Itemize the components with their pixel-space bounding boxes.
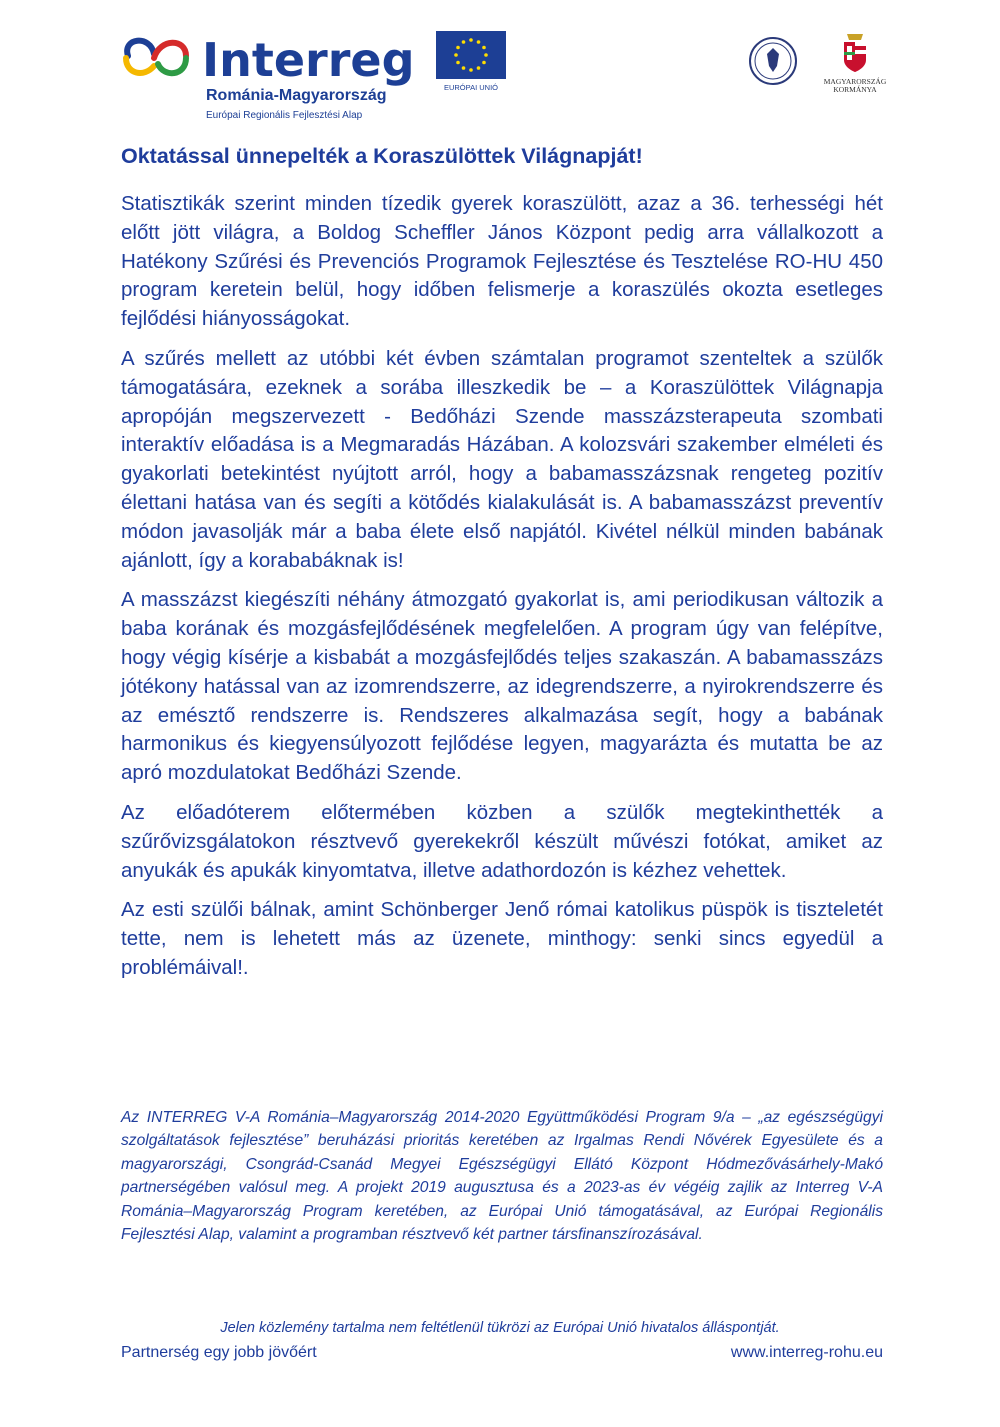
interreg-infinity-icon — [126, 41, 186, 74]
logo-fund-text: Európai Regionális Fejlesztési Alap — [206, 110, 363, 121]
logo-main-text: Interreg — [202, 33, 415, 87]
eu-star-icon — [469, 68, 473, 72]
eu-star-icon — [484, 53, 488, 57]
eu-star-icon — [482, 46, 486, 50]
interreg-logo — [120, 28, 520, 128]
article-body — [121, 190, 883, 994]
gov-hu-line-2: KORMÁNYA — [833, 85, 877, 94]
article-paragraph: A masszázst kiegészíti néhány átmozgató gyakorlat is, ami periodikusan változik a baba korának és mozgásfejlődésének megfelelően. A program úgy van felépítve, hogy végig kísérje a kisbabát a mozgásfejlődés teljes szakaszán. A babamasszázs jótékony hatással van az izomrendszerre, az idegrendszerre, a nyirokrendszerre és az emésztő rendszerre is. Rendszeres alkalmazása segít, hogy a babának harmonikus és kiegyensúlyozott fejlődése legyen, magyarázta és mutatta be az apró mozdulatokat Bedőházi Szende. — [121, 588, 883, 785]
eu-star-icon — [477, 40, 481, 44]
eu-star-icon — [469, 38, 473, 42]
eu-disclaimer: Jelen közlemény tartalma nem feltétlenül tükrözi az Európai Unió hivatalos álláspontját. — [220, 1320, 780, 1336]
gov-hu-line-1: MAGYARORSZÁG — [823, 77, 887, 86]
eu-star-icon — [462, 66, 466, 70]
logo-region-text: Románia-Magyarország — [206, 87, 387, 104]
eu-star-icon — [456, 46, 460, 50]
footer-slogan: Partnerség egy jobb jövőért — [121, 1344, 317, 1361]
footer-website-link[interactable]: www.interreg-rohu.eu — [730, 1344, 883, 1361]
article-paragraph: Az esti szülői bálnak, amint Schönberger Jenő római katolikus püspök is tiszteletét tette, nem is lehetett más az üzenete, minthogy: senki sincs egyedül a problémáival!. — [121, 898, 883, 979]
eu-star-icon — [482, 61, 486, 65]
article-title: Oktatással ünnepelték a Koraszülöttek Világnapját! — [121, 144, 643, 168]
eu-star-icon — [477, 66, 481, 70]
funding-note: Az INTERREG V-A Románia–Magyarország 2014-2020 Együttműködési Program 9/a – „az egészségügyi szolgáltatások fejlesztése” beruházási prioritás keretében az Irgalmas Rendi Nővérek Egyesülete és a magyarországi, Csongrád-Csanád Megyei Egészségügyi Ellátó Központ Hódmezővásárhely-Makó partnerségében valósul meg. A projekt 2019 augusztusa és a 2023-as év végéig zajlik az Interreg V-A Románia–Magyarország Program keretében, az Európai Unió támogatásával, az Európai Regionális Fejlesztési Alap, valamint a programban résztvevő két partner társfinanszírozásával. — [121, 1109, 883, 1244]
article-paragraph: A szűrés mellett az utóbbi két évben számtalan programot szenteltek a szülők támogatására, ezeknek a sorába illeszkedik be – a Koraszülöttek Világnapja apropóján megszervezett - Bedőházi Szende masszázsterapeuta szombati interaktív előadása is a Megmaradás Házában. A kolozsvári szakember elméleti és gyakorlati betekintést nyújtott arról, hogy a babamasszázsnak rengeteg pozitív élettani hatása van és segíti a kötődés kialakulását is. A babamasszázst preventív módon javasolják már a baba élete első napjától. Kivétel nélkül minden babának ajánlott, így a korababáknak is! — [121, 346, 883, 572]
hungarian-government-crest-icon — [820, 28, 890, 98]
eu-label: EURÓPAI UNIÓ — [443, 83, 499, 92]
romanian-government-seal-icon — [748, 36, 798, 86]
eu-star-icon — [456, 61, 460, 65]
eu-flag — [436, 31, 506, 92]
page-header — [0, 0, 1000, 140]
eu-star-icon — [462, 40, 466, 44]
article-paragraph: Statisztikák szerint minden tízedik gyerek koraszülött, azaz a 36. terhességi hét előtt jött világra, a Boldog Scheffler János Központ pedig arra vállalkozott a Hatékony Szűrési és Prevenciós Programok Fejlesztése és Tesztelése RO-HU 450 program keretein belül, hogy időben felismerje a koraszülés okozta esetleges fejlődési hiányosságokat. — [121, 192, 883, 331]
eu-star-icon — [454, 53, 458, 57]
article-paragraph: Az előadóterem előtermében közben a szülők megtekinthették a szűrővizsgálatokon résztvevő gyerekekről készült művészi fotókat, amiket az anyukák és apukák kinyomtatva, illetve adathordozón is kézhez vehettek. — [121, 800, 883, 882]
